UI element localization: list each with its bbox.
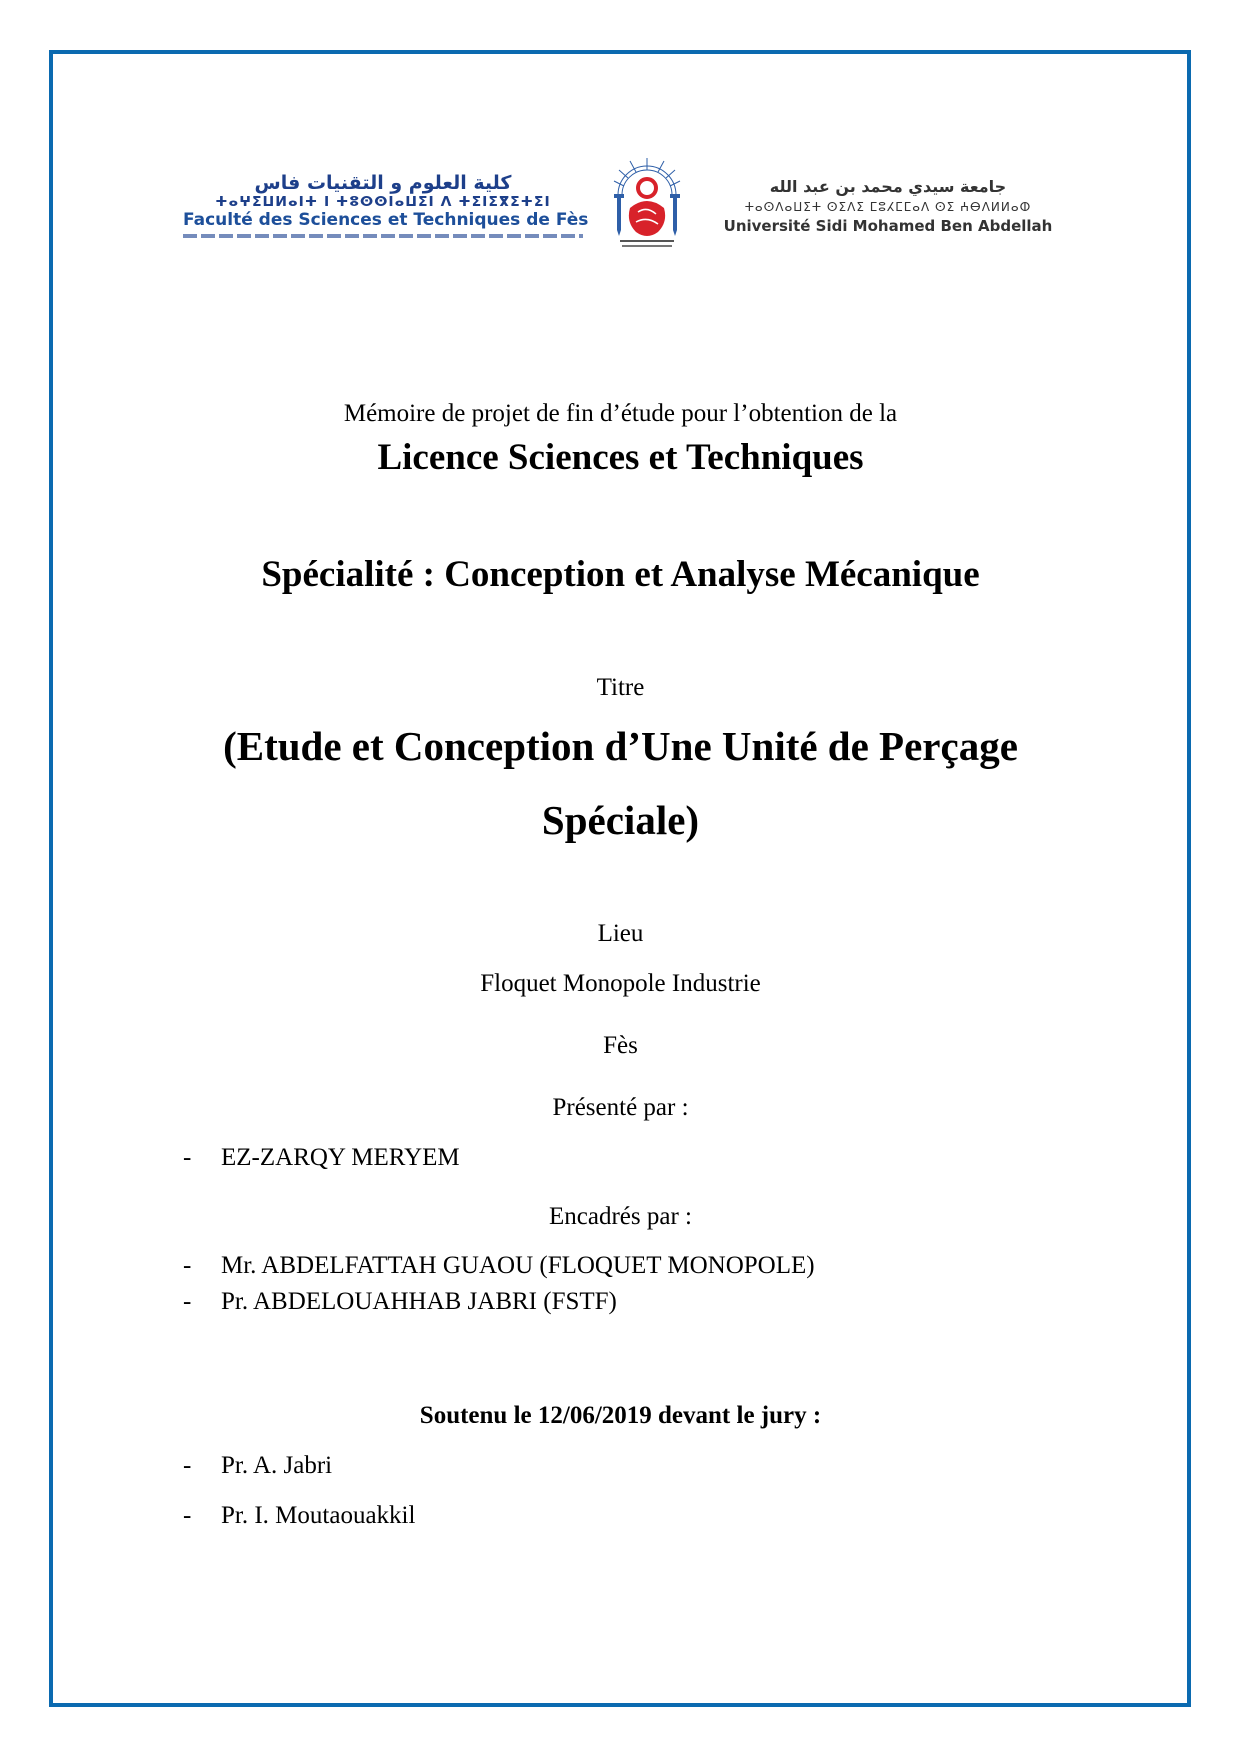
university-name-arabic: جامعة سيدي محمد بن عبد الله [769,177,1007,196]
jury-item [183,1502,415,1530]
university-emblem-icon [608,150,686,250]
presented-by-label: Présenté par : [552,1094,689,1121]
jury-item [183,1452,332,1480]
list-marker: - [183,1144,192,1171]
degree-title: Licence Sciences et Techniques [377,437,864,478]
speciality-heading: Spécialité : Conception et Analyse Mécanique [261,554,980,595]
supervisor-item [183,1288,617,1316]
faculty-name-french: Faculté des Sciences et Techniques de Fès [183,210,589,230]
list-marker: - [183,1252,192,1279]
faculty-logo [183,172,589,238]
faculty-logo-rule [183,234,583,238]
faculty-name-arabic: كلية العلوم و التقنيات فاس [254,172,512,194]
university-name-tifinagh: ⵜⴰⵙⴷⴰⵡⵉⵜ ⵙⵉⴷⵉ ⵎⵓⵃⵎⵎⴰⴷ ⵙⵉ ⵄⴱⴷⵍⵍⴰⵀ [744,200,1032,214]
jury-member-name: Pr. A. Jabri [221,1452,333,1479]
thesis-title-line-2: Spéciale) [541,797,700,843]
supervisor-name: Mr. ABDELFATTAH GUAOU (FLOQUET MONOPOLE) [221,1252,815,1279]
faculty-name-tifinagh: ⵜⴰⵖⵉⵡⵍⴰⵏⵜ ⵏ ⵜⵓⵙⵙⵏⴰⵡⵉⵏ ⴷ ⵜⵉⵏⵉⴳⵉⵜⵉⵏ [215,194,551,210]
supervisor-item [183,1252,815,1280]
location-label: Lieu [597,920,644,947]
university-logo [718,176,1058,236]
supervised-by-label: Encadrés par : [549,1203,692,1230]
list-marker: - [183,1502,192,1529]
intro-text: Mémoire de projet de fin d’étude pour l’obtention de la [343,400,898,427]
supervisor-name: Pr. ABDELOUAHHAB JABRI (FSTF) [221,1288,617,1315]
university-name-french: Université Sidi Mohamed Ben Abdellah [723,217,1053,235]
location-city: Fès [603,1032,638,1059]
list-marker: - [183,1452,192,1479]
jury-member-name: Pr. I. Moutaouakkil [221,1502,416,1529]
presenter-item [183,1144,460,1172]
thesis-title-line-1: (Etude et Conception d’Une Unité de Perçage [223,723,1018,769]
defense-heading: Soutenu le 12/06/2019 devant le jury : [419,1402,822,1429]
list-marker: - [183,1288,192,1315]
presenter-name: EZ-ZARQY MERYEM [221,1144,460,1171]
location-company: Floquet Monopole Industrie [480,970,761,997]
title-label: Titre [596,674,645,701]
